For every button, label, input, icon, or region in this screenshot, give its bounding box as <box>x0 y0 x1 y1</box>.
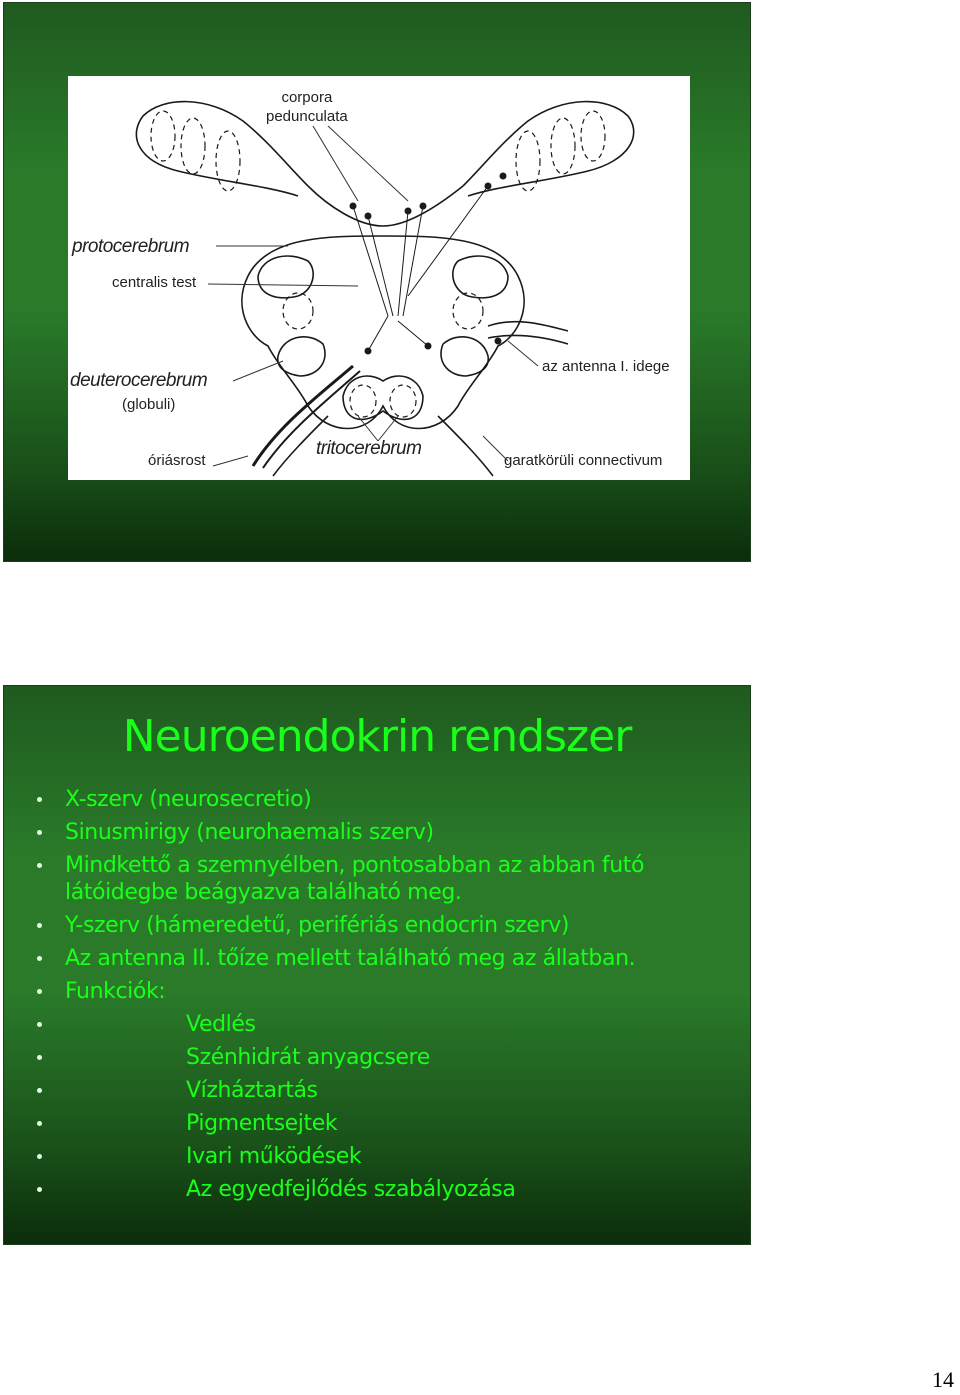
label-corpora: corpora <box>281 89 333 106</box>
bullet-dot-icon <box>37 989 42 994</box>
bullet-dot-icon <box>37 1187 42 1192</box>
label-connectivum: garatkörüli connectivum <box>504 452 663 469</box>
sub-bullet-text: Szénhidrát anyagcsere <box>186 1045 430 1070</box>
sub-bullet-text: Pigmentsejtek <box>186 1111 338 1136</box>
bullet-text: Y-szerv (hámeredetű, perifériás endocrin szerv) <box>65 913 570 938</box>
bullet-item <box>4 912 750 939</box>
bullet-dot-icon <box>37 1055 42 1060</box>
label-tritocerebrum: tritocerebrum <box>316 438 422 459</box>
bullet-item <box>4 978 750 1005</box>
label-globuli: (globuli) <box>122 396 176 413</box>
bullet-text: Sinusmirigy (neurohaemalis szerv) <box>65 820 434 845</box>
label-pedunculata: pedunculata <box>266 108 348 125</box>
bullet-dot-icon <box>37 1088 42 1093</box>
sub-bullet-item <box>4 1176 750 1203</box>
label-centralis-test: centralis test <box>112 274 197 291</box>
sub-bullet-text: Vedlés <box>186 1012 256 1037</box>
crustacean-brain-figure <box>68 76 690 480</box>
bullet-text: Funkciók: <box>65 979 166 1004</box>
label-protocerebrum: protocerebrum <box>72 236 190 257</box>
slide-brain-diagram <box>3 2 751 562</box>
sub-bullet-text: Ivari működések <box>186 1144 362 1169</box>
slide-title: Neuroendokrin rendszer <box>122 711 632 762</box>
bullet-text: Mindkettő a szemnyélben, pontosabban az abban futó látóidegbe beágyazva található meg. <box>65 853 645 905</box>
bullet-dot-icon <box>37 863 42 868</box>
bullet-text: X-szerv (neurosecretio) <box>65 787 312 812</box>
sub-bullet-item <box>4 1011 750 1038</box>
sub-bullet-text: Vízháztartás <box>186 1078 318 1103</box>
bullet-item <box>4 819 750 846</box>
bullet-dot-icon <box>37 1022 42 1027</box>
page-number: 14 <box>932 1367 954 1392</box>
label-oriasrost: óriásrost <box>148 452 206 469</box>
bullet-dot-icon <box>37 1154 42 1159</box>
label-corpora-pedunculata <box>266 88 348 126</box>
slide-neuroendokrin <box>3 685 751 1245</box>
label-deuterocerebrum: deuterocerebrum <box>70 370 208 391</box>
bullet-item <box>4 852 750 906</box>
bullet-dot-icon <box>37 797 42 802</box>
bullet-dot-icon <box>37 830 42 835</box>
bullet-text: Az antenna II. tőíze mellett található meg az állatban. <box>65 946 636 971</box>
sub-bullet-text: Az egyedfejlődés szabályozása <box>186 1177 516 1202</box>
sub-bullet-item <box>4 1077 750 1104</box>
bullet-item <box>4 786 750 813</box>
bullet-dot-icon <box>37 956 42 961</box>
bullet-list <box>4 786 750 1209</box>
label-antenna-ideg: az antenna I. idege <box>542 358 670 375</box>
bullet-item <box>4 945 750 972</box>
sub-bullet-item <box>4 1110 750 1137</box>
sub-bullet-item <box>4 1044 750 1071</box>
bullet-dot-icon <box>37 923 42 928</box>
bullet-dot-icon <box>37 1121 42 1126</box>
sub-bullet-item <box>4 1143 750 1170</box>
